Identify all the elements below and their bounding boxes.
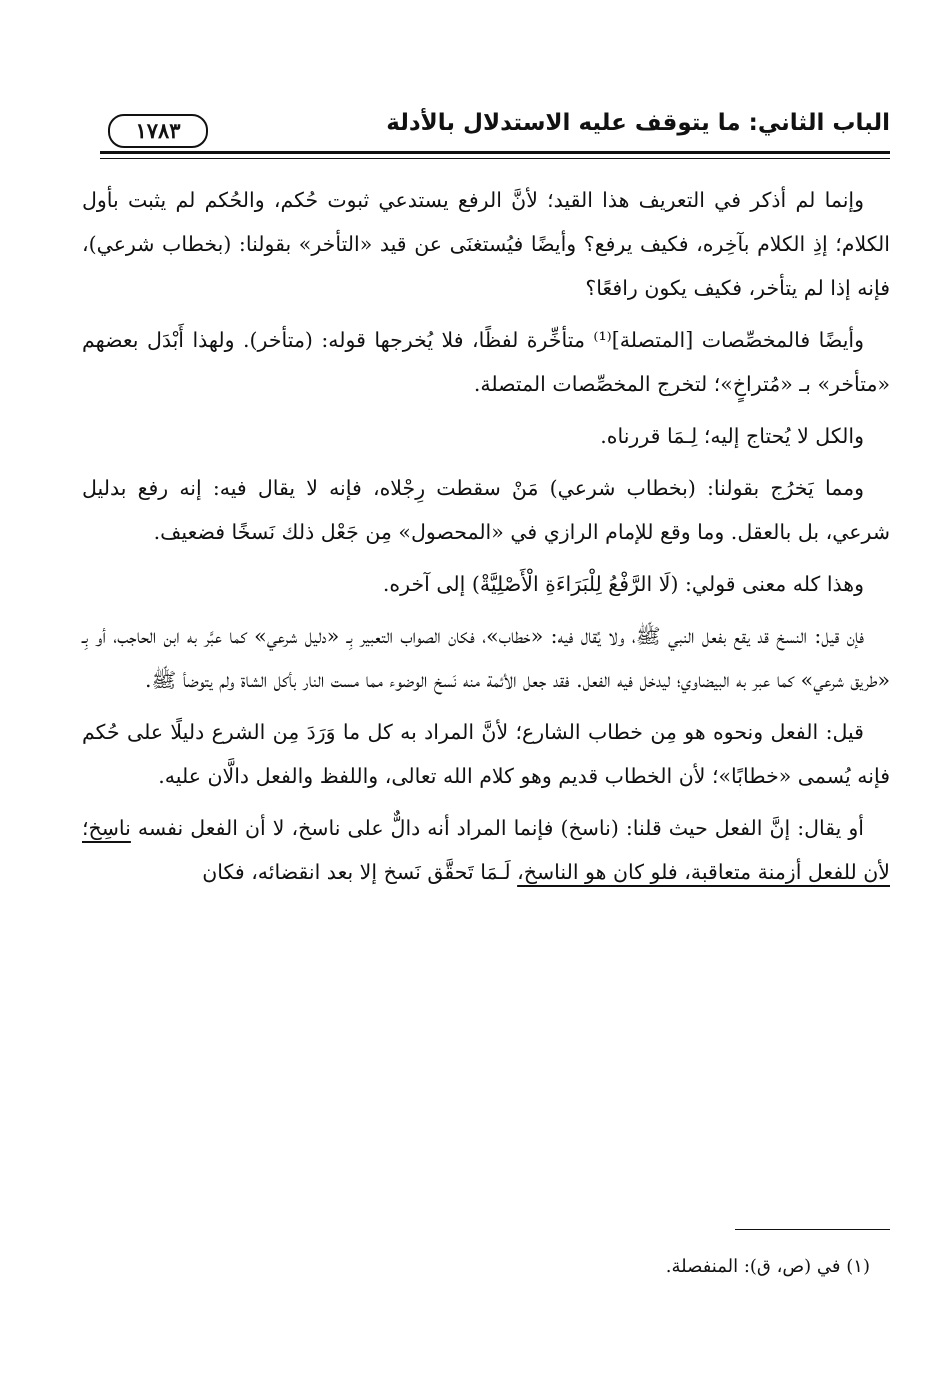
- paragraph: وإنما لم أذكر في التعريف هذا القيد؛ لأنَّ الرفع يستدعي ثبوت حُكم، والحُكم لم يثبت بأول الكلام؛ إذِ الكلام بآخِره، فكيف يرفع؟ وأيضًا فيُستغنَى عن قيد «التأخر» بقولنا: (بخطاب شرعي)، فإنه إذا لم يتأخر، فكيف يكون رافعًا؟: [82, 188, 890, 300]
- page-number: ١٧٨٣: [108, 114, 208, 148]
- paragraph: وهذا كله معنى قولي: (لَا الرَّفْعُ لِلْبَرَاءَةِ الْأَصْلِيَّةْ) إلى آخره.: [382, 572, 864, 596]
- paragraph-text: أو يقال: إنَّ الفعل حيث قلنا: (ناسخ) فإنما المراد أنه دالٌّ على ناسخ، لا أن الفعل نفسه: [130, 816, 864, 840]
- header-rule-thin: [100, 158, 890, 159]
- paragraph: ومما يَخرُج بقولنا: (بخطاب شرعي) مَنْ سقطت رِجْلاه، فإنه لا يقال فيه: إنه رفع بدليل شرعي، بل بالعقل. وما وقع للإمام الرازي في «المحصول» مِن جَعْل ذلك نَسخًا فضعيف.: [82, 476, 890, 544]
- footnote: (١) في (ص، ق): المنفصلة.: [665, 1256, 870, 1277]
- paragraph: والكل لا يُحتاج إليه؛ لِـمَا قررناه.: [600, 424, 864, 448]
- paragraph: قيل: الفعل ونحوه هو مِن خطاب الشارع؛ لأنَّ المراد به كل ما وَرَدَ مِن الشرع دليلًا على حُكم فإنه يُسمى «خطابًا»؛ لأن الخطاب قديم وهو كلام الله تعالى، واللفظ والفعل دالَّان عليه.: [82, 720, 890, 788]
- main-text: [82, 178, 890, 902]
- page-header: [100, 108, 890, 156]
- paragraph: فإن قيل: النسخ قد يقع بفعل النبي ﷺ، ولا يُقال فيه: «خطاب»، فكان الصواب التعبير بِـ «دليل شرعي» كما عبَّر به ابن الحاجب، أو بِـ «طريق شرعي» كما عبر به البيضاوي؛ ليدخل فيه الفعل. فقد جعل الأئمة منه نَسخ الوضوء مما مست النار بأكل الشاة ولم يتوضأ ﷺ.: [82, 624, 890, 692]
- chapter-title: الباب الثاني: ما يتوقف عليه الاستدلال بالأدلة: [386, 110, 890, 136]
- underlined-text: ناسِخ؛ لأن للفعل أزمنة متعاقبة، فلو كان هو الناسخ،: [82, 816, 890, 884]
- paragraph-last: [82, 806, 890, 894]
- paragraph: وأيضًا فالمخصِّصات [المتصلة]⁽¹⁾ متأخِّرة لفظًا، فلا يُخرجها قوله: (متأخر). ولهذا أَبْدَل بعضهم «متأخر» بـ «مُتراخٍ»؛ لتخرج المخصِّصات المتصلة.: [82, 328, 890, 396]
- header-rule-thick: [100, 151, 890, 154]
- footnote-separator: [735, 1229, 890, 1230]
- paragraph-text: لَـمَا تَحقَّق نَسخ إلا بعد انقضائه، فكان: [202, 860, 518, 884]
